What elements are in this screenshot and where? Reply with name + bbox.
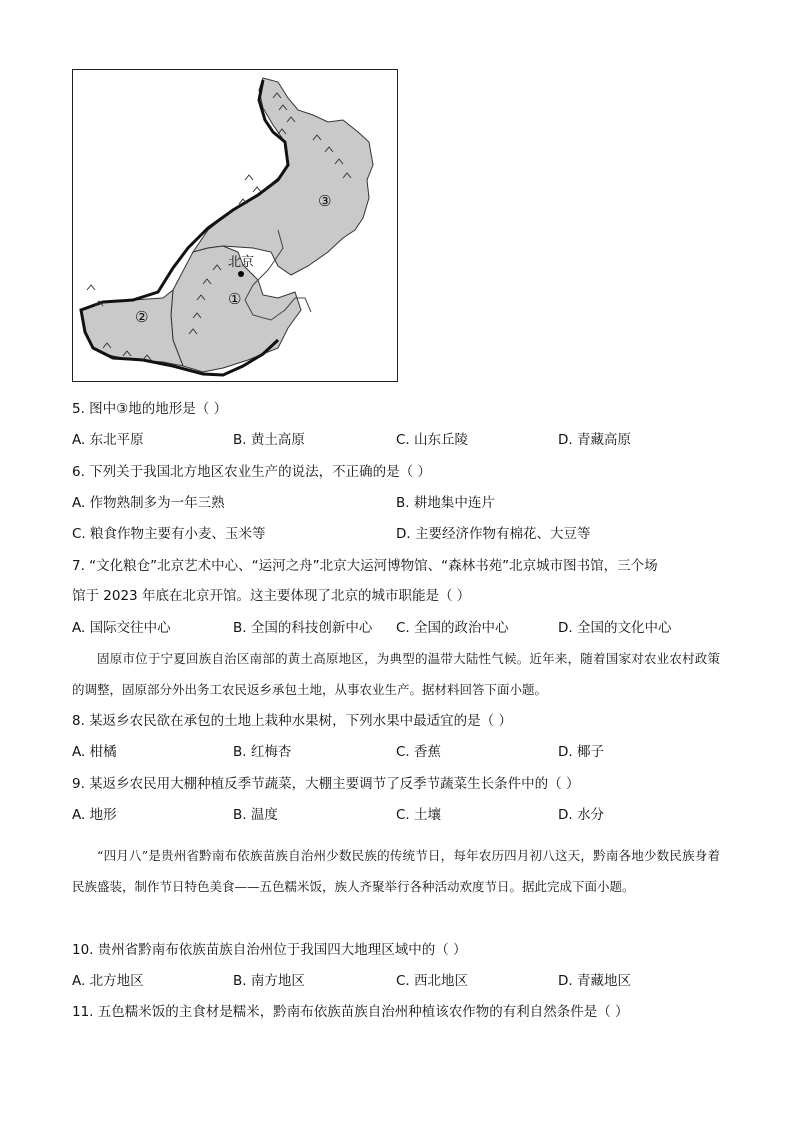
q10-option-b[interactable]: B. 南方地区 — [233, 973, 305, 989]
q10-option-c[interactable]: C. 西北地区 — [396, 973, 469, 989]
question-7-stem-line-1: 7. “文化粮仓”北京艺术中心、“运河之舟”北京大运河博物馆、“森林书苑”北京城市图书馆，三个场 — [72, 558, 658, 574]
q8-option-a[interactable]: A. 柑橘 — [72, 744, 117, 760]
region-1-label: ① — [228, 290, 242, 308]
q7-option-b[interactable]: B. 全国的科技创新中心 — [233, 620, 373, 636]
q5-option-a[interactable]: A. 东北平原 — [72, 432, 144, 448]
q6-option-d[interactable]: D. 主要经济作物有棉花、大豆等 — [396, 526, 591, 542]
region-2-label: ② — [135, 308, 149, 326]
q7-option-c[interactable]: C. 全国的政治中心 — [396, 620, 509, 636]
beijing-label: 北京 — [228, 255, 255, 270]
q9-option-a[interactable]: A. 地形 — [72, 807, 117, 823]
question-11-stem: 11. 五色糯米饭的主食材是糯米，黔南布依族苗族自治州种植该农作物的有利自然条件是（ ） — [72, 1004, 629, 1020]
q9-option-c[interactable]: C. 土壤 — [396, 807, 442, 823]
region-3-shape — [193, 78, 373, 275]
q6-option-c[interactable]: C. 粮食作物主要有小麦、玉米等 — [72, 526, 266, 542]
question-9-stem: 9. 某返乡农民用大棚种植反季节蔬菜，大棚主要调节了反季节蔬菜生长条件中的（ ） — [72, 776, 580, 792]
q5-option-d[interactable]: D. 青藏高原 — [558, 432, 631, 448]
q7-option-a[interactable]: A. 国际交往中心 — [72, 620, 171, 636]
q7-option-d[interactable]: D. 全国的文化中心 — [558, 620, 672, 636]
question-5-stem: 5. 图中③地的地形是（ ） — [72, 401, 228, 417]
reading-material-2: “四月八”是贵州省黔南布依族苗族自治州少数民族的传统节日，每年农历四月初八这天，黔南各地少数民族身着民族盛装，制作节日特色美食——五色糯米饭，族人齐聚举行各种活动欢度节日。据此完成下面小题。 — [72, 848, 720, 894]
q9-option-b[interactable]: B. 温度 — [233, 807, 278, 823]
q9-option-d[interactable]: D. 水分 — [558, 807, 604, 823]
map-figure — [72, 69, 398, 382]
q8-option-d[interactable]: D. 椰子 — [558, 744, 604, 760]
reading-material-1: 固原市位于宁夏回族自治区南部的黄土高原地区，为典型的温带大陆性气候。近年来，随着国家对农业农村政策的调整，固原部分外出务工农民返乡承包土地，从事农业生产。据材料回答下面小题。 — [72, 651, 720, 697]
q5-option-c[interactable]: C. 山东丘陵 — [396, 432, 469, 448]
question-8-stem: 8. 某返乡农民欲在承包的土地上栽种水果树，下列水果中最适宜的是（ ） — [72, 713, 512, 729]
q8-option-b[interactable]: B. 红梅杏 — [233, 744, 292, 760]
question-6-stem: 6. 下列关于我国北方地区农业生产的说法，不正确的是（ ） — [72, 464, 431, 480]
north-china-map — [73, 70, 399, 383]
question-10-stem: 10. 贵州省黔南布依族苗族自治州位于我国四大地理区域中的（ ） — [72, 942, 467, 958]
q6-option-a[interactable]: A. 作物熟制多为一年三熟 — [72, 495, 225, 511]
beijing-marker — [238, 271, 244, 277]
q6-option-b[interactable]: B. 耕地集中连片 — [396, 495, 495, 511]
q10-option-a[interactable]: A. 北方地区 — [72, 973, 144, 989]
q10-option-d[interactable]: D. 青藏地区 — [558, 973, 631, 989]
q5-option-b[interactable]: B. 黄土高原 — [233, 432, 305, 448]
region-3-label: ③ — [318, 192, 332, 210]
q8-option-c[interactable]: C. 香蕉 — [396, 744, 442, 760]
question-7-stem-line-2: 馆于 2023 年底在北京开馆。这主要体现了北京的城市职能是（ ） — [72, 588, 471, 604]
